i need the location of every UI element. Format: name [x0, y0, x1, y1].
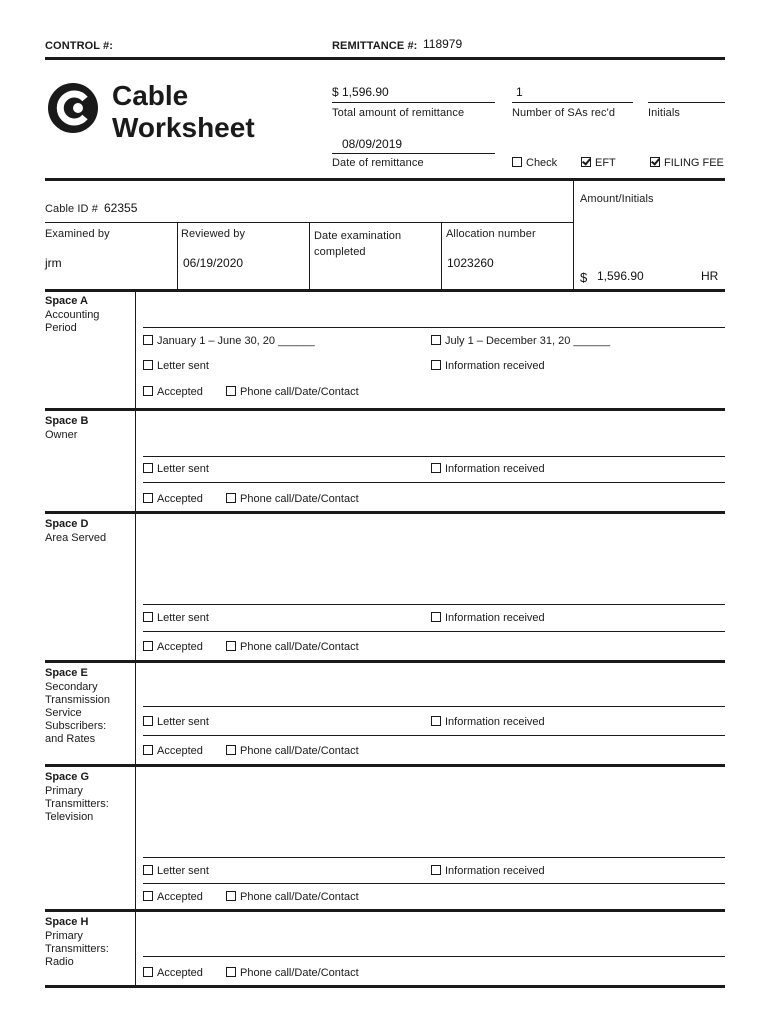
space-e-info-received-option[interactable]: Information received: [431, 716, 545, 728]
amount-initials-value[interactable]: HR: [701, 269, 719, 283]
space-b-rule: [143, 456, 725, 457]
amount-initials-label: Amount/Initials: [580, 193, 654, 205]
space-d-rule: [143, 604, 725, 605]
space-h-accepted-checkbox[interactable]: [143, 967, 153, 977]
space-g-phone-call-option[interactable]: Phone call/Date/Contact: [226, 891, 359, 903]
space-g-info-received-checkbox[interactable]: [431, 865, 441, 875]
space-a-bottom-rule: [45, 408, 725, 411]
cable-id-label: Cable ID #: [45, 203, 98, 215]
space-b-info-received-checkbox[interactable]: [431, 463, 441, 473]
space-e-rule-2: [143, 735, 725, 736]
examined-by-label: Examined by: [45, 228, 110, 240]
space-d-letter-sent-option[interactable]: Letter sent: [143, 612, 209, 624]
space-g-accepted-option[interactable]: Accepted: [143, 891, 203, 903]
cable-id-value[interactable]: 62355: [104, 201, 138, 215]
space-d-description: Area Served: [45, 532, 107, 544]
space-g-title: Space G: [45, 771, 90, 783]
remittance-date-value[interactable]: 08/09/2019: [342, 137, 403, 151]
summary-bottom-rule: [45, 178, 725, 181]
amount-value[interactable]: 1,596.90: [597, 269, 644, 283]
space-g-letter-sent-option[interactable]: Letter sent: [143, 865, 209, 877]
space-a-info-received-checkbox[interactable]: [431, 360, 441, 370]
space-a-letter-sent-checkbox[interactable]: [143, 360, 153, 370]
eft-checkbox[interactable]: [581, 157, 591, 167]
info-bottom-rule: [45, 289, 725, 292]
remittance-date-label: Date of remittance: [332, 157, 424, 169]
space-h-title: Space H: [45, 916, 89, 928]
space-a-info-received-option[interactable]: Information received: [431, 360, 545, 372]
space-g-letter-sent-checkbox[interactable]: [143, 865, 153, 875]
info-divider-2: [309, 222, 310, 290]
space-b-phone-call-checkbox[interactable]: [226, 493, 236, 503]
space-a-july-dec-option[interactable]: July 1 – December 31, 20 ______: [431, 335, 610, 347]
space-g-info-received-option[interactable]: Information received: [431, 865, 545, 877]
examined-by-value[interactable]: jrm: [45, 256, 62, 270]
amount-dollar-sign: $: [580, 270, 588, 285]
filing-fee-checkbox[interactable]: [650, 157, 660, 167]
space-e-accepted-option[interactable]: Accepted: [143, 745, 203, 757]
space-h-bottom-rule: [45, 985, 725, 988]
date-examination-label: Date examination completed: [314, 230, 402, 258]
space-e-description: Secondary Transmission Service Subscribers: and Rates: [45, 681, 110, 745]
space-g-bottom-rule: [45, 909, 725, 912]
worksheet-title-line2: Worksheet: [112, 112, 255, 143]
space-a-title: Space A: [45, 295, 89, 307]
space-e-info-received-checkbox[interactable]: [431, 716, 441, 726]
sas-received-value[interactable]: 1: [516, 85, 523, 99]
space-h-phone-call-option[interactable]: Phone call/Date/Contact: [226, 967, 359, 979]
total-amount-label: Total amount of remittance: [332, 107, 465, 119]
space-b-phone-call-option[interactable]: Phone call/Date/Contact: [226, 493, 359, 505]
allocation-number-value[interactable]: 1023260: [447, 256, 494, 270]
space-d-info-received-checkbox[interactable]: [431, 612, 441, 622]
eft-option[interactable]: EFT: [581, 157, 616, 169]
space-a-accepted-checkbox[interactable]: [143, 386, 153, 396]
space-b-letter-sent-checkbox[interactable]: [143, 463, 153, 473]
remittance-date-rule: [332, 153, 495, 154]
worksheet-title-line1: Cable: [112, 80, 189, 111]
space-a-jan-june-checkbox[interactable]: [143, 335, 153, 345]
space-e-letter-sent-option[interactable]: Letter sent: [143, 716, 209, 728]
space-e-title: Space E: [45, 667, 88, 679]
spaces-column-divider: [135, 292, 136, 987]
space-a-letter-sent-option[interactable]: Letter sent: [143, 360, 209, 372]
space-b-title: Space B: [45, 415, 89, 427]
space-d-accepted-checkbox[interactable]: [143, 641, 153, 651]
space-b-accepted-checkbox[interactable]: [143, 493, 153, 503]
space-a-rule: [143, 327, 725, 328]
space-g-rule: [143, 857, 725, 858]
space-d-phone-call-checkbox[interactable]: [226, 641, 236, 651]
space-h-accepted-option[interactable]: Accepted: [143, 967, 203, 979]
reviewed-by-value[interactable]: 06/19/2020: [183, 256, 244, 270]
space-b-accepted-option[interactable]: Accepted: [143, 493, 203, 505]
reviewed-by-label: Reviewed by: [181, 228, 246, 240]
space-h-rule: [143, 956, 725, 957]
space-d-letter-sent-checkbox[interactable]: [143, 612, 153, 622]
amount-column-divider: [573, 181, 574, 290]
space-d-title: Space D: [45, 518, 89, 530]
space-a-july-dec-checkbox[interactable]: [431, 335, 441, 345]
remittance-number-label: REMITTANCE #:: [332, 40, 418, 52]
space-e-rule: [143, 706, 725, 707]
filing-fee-option[interactable]: FILING FEE: [650, 157, 724, 169]
info-divider-3: [441, 222, 442, 290]
space-a-phone-call-option[interactable]: Phone call/Date/Contact: [226, 386, 359, 398]
info-divider-1: [177, 222, 178, 290]
space-g-description: Primary Transmitters: Television: [45, 785, 109, 823]
control-number-label: CONTROL #:: [45, 40, 114, 52]
check-checkbox[interactable]: [512, 157, 522, 167]
space-e-letter-sent-checkbox[interactable]: [143, 716, 153, 726]
space-g-rule-2: [143, 883, 725, 884]
space-g-phone-call-checkbox[interactable]: [226, 891, 236, 901]
check-option[interactable]: Check: [512, 157, 557, 169]
space-b-bottom-rule: [45, 511, 725, 514]
total-amount-rule: [332, 102, 495, 103]
space-a-jan-june-option[interactable]: January 1 – June 30, 20 ______: [143, 335, 315, 347]
space-e-bottom-rule: [45, 764, 725, 767]
space-d-info-received-option[interactable]: Information received: [431, 612, 545, 624]
initials-rule: [648, 102, 725, 103]
space-g-accepted-checkbox[interactable]: [143, 891, 153, 901]
allocation-number-label: Allocation number: [446, 228, 536, 240]
space-b-info-received-option[interactable]: Information received: [431, 463, 545, 475]
space-a-accepted-option[interactable]: Accepted: [143, 386, 203, 398]
initials-label: Initials: [648, 107, 680, 119]
space-h-phone-call-checkbox[interactable]: [226, 967, 236, 977]
space-e-phone-call-checkbox[interactable]: [226, 745, 236, 755]
space-d-phone-call-option[interactable]: Phone call/Date/Contact: [226, 641, 359, 653]
space-a-description: Accounting Period: [45, 309, 100, 334]
space-b-letter-sent-option[interactable]: Letter sent: [143, 463, 209, 475]
copyright-logo-icon: [47, 82, 99, 134]
total-amount-value[interactable]: $ 1,596.90: [332, 85, 389, 99]
space-d-rule-2: [143, 631, 725, 632]
space-d-bottom-rule: [45, 660, 725, 663]
sas-received-rule: [512, 102, 633, 103]
sas-received-label: Number of SAs rec'd: [512, 107, 616, 119]
space-e-accepted-checkbox[interactable]: [143, 745, 153, 755]
space-b-rule-2: [143, 482, 725, 483]
space-b-description: Owner: [45, 429, 78, 441]
space-d-accepted-option[interactable]: Accepted: [143, 641, 203, 653]
header-top-rule: [45, 57, 725, 60]
space-h-description: Primary Transmitters: Radio: [45, 930, 109, 968]
remittance-number-value: 118979: [423, 37, 463, 51]
space-e-phone-call-option[interactable]: Phone call/Date/Contact: [226, 745, 359, 757]
space-a-phone-call-checkbox[interactable]: [226, 386, 236, 396]
